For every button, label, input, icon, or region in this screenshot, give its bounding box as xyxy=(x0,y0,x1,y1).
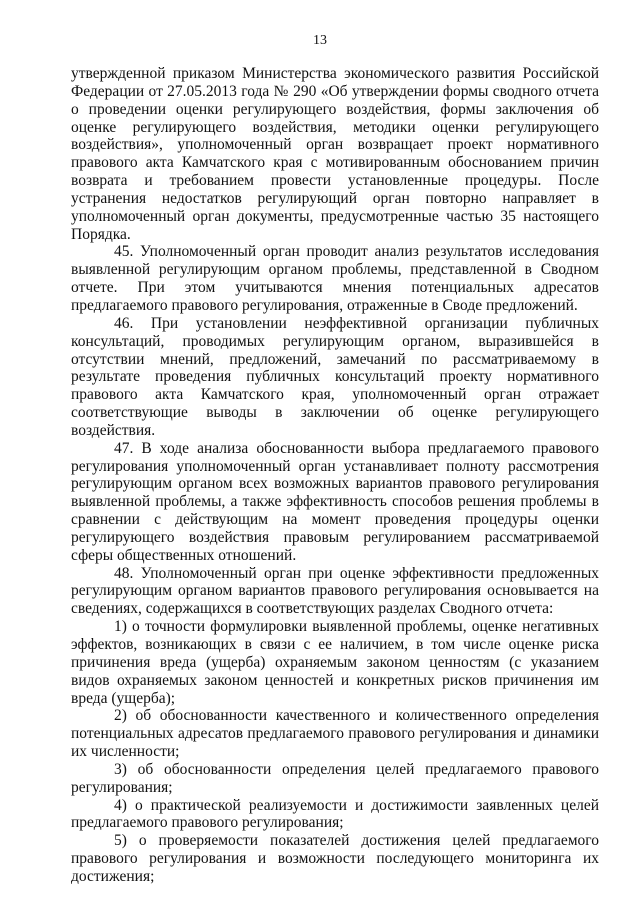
paragraph-45: 45. Уполномоченный орган проводит анализ результатов исследования выявленной регулирующим органом проблемы, представленной в Сводном отчете. При этом учитываются мнения потенциальных адресатов предлагаемого правового регулирования, отраженные в Своде предложений. xyxy=(71,243,599,314)
list-item-1: 1) о точности формулировки выявленной проблемы, оценке негативных эффектов, возникающих в связи с ее наличием, в том числе оценке риска причинения вреда (ущерба) охраняемым законом ценностям (с указанием видов охраняемых законом ценностей и конкретных рисков причинения им вреда (ущерба); xyxy=(71,618,599,707)
paragraph-48: 48. Уполномоченный орган при оценке эффективности предложенных регулирующим органом вариантов правового регулирования основывается на сведениях, содержащихся в соответствующих разделах Сводного отчета: xyxy=(71,564,599,618)
document-body xyxy=(71,65,599,886)
list-item-2: 2) об обоснованности качественного и количественного определения потенциальных адресатов предлагаемого правового регулирования и динамики их численности; xyxy=(71,707,599,761)
paragraph-47: 47. В ходе анализа обоснованности выбора предлагаемого правового регулирования уполномоченный орган устанавливает полноту рассмотрения регулирующим органом всех возможных вариантов правового регулирования выявленной проблемы, а также эффективность способов решения проблемы в сравнении с действующим на момент проведения процедуры оценки регулирующего воздействия правовым регулированием рассматриваемой сферы общественных отношений. xyxy=(71,439,599,564)
list-item-3: 3) об обоснованности определения целей предлагаемого правового регулирования; xyxy=(71,760,599,796)
paragraph-continuation: утвержденной приказом Министерства экономического развития Российской Федерации от 27.05.2013 года № 290 «Об утверждении формы сводного отчета о проведении оценки регулирующего воздействия, формы заключения об оценке регулирующего воздействия, методики оценки регулирующего воздействия», уполномоченный орган возвращает проект нормативного правового акта Камчатского края с мотивированным обоснованием причин возврата и требованием провести установленные процедуры. После устранения недостатков регулирующий орган повторно направляет в уполномоченный орган документы, предусмотренные частью 35 настоящего Порядка. xyxy=(71,65,599,243)
list-item-5: 5) о проверяемости показателей достижения целей предлагаемого правового регулирования и возможности последующего мониторинга их достижения; xyxy=(71,832,599,885)
page-number: 13 xyxy=(313,33,327,48)
paragraph-46: 46. При установлении неэффективной организации публичных консультаций, проводимых регулирующим органом, выразившейся в отсутствии мнений, предложений, замечаний по рассматриваемому в результате проведения публичных консультаций проекту нормативного правового акта Камчатского края, уполномоченный орган отражает соответствующие выводы в заключении об оценке регулирующего воздействия. xyxy=(71,314,599,439)
list-item-4: 4) о практической реализуемости и достижимости заявленных целей предлагаемого правового регулирования; xyxy=(71,796,599,832)
